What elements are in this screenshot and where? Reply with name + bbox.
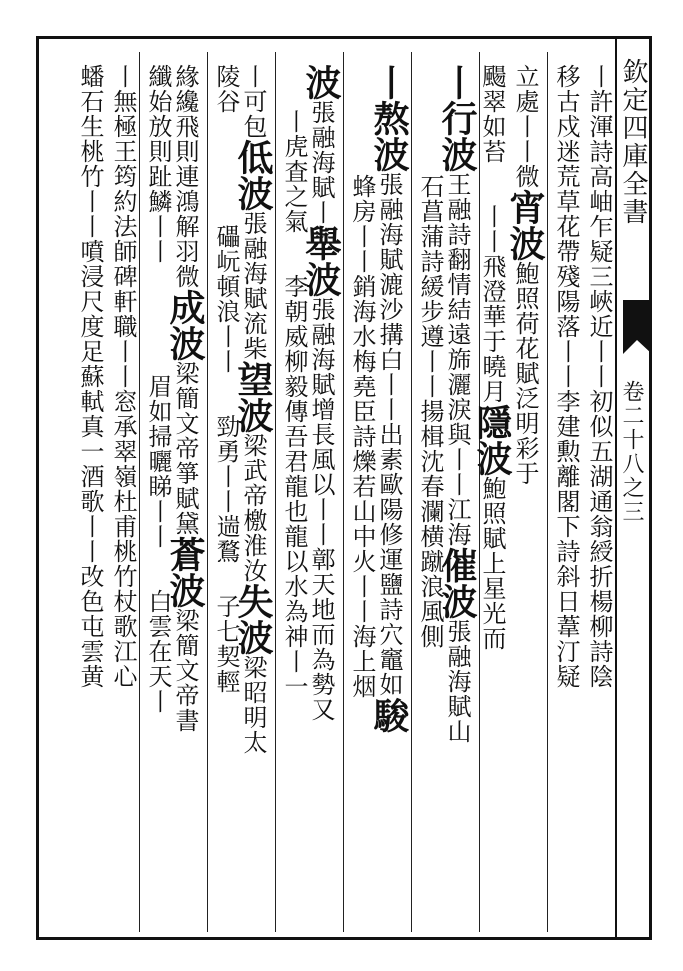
- column-5-line-a: [300, 64, 342, 722]
- column-7-line-b: [146, 64, 170, 714]
- column-6-text-b1: 陵谷: [212, 64, 240, 114]
- column-3-text-b3: 横蹴浪風側: [416, 524, 444, 649]
- column-2-line-b: [471, 64, 513, 651]
- column-3-line-a: [436, 64, 478, 744]
- column-5-text-b1: 丨虎査之氣: [280, 109, 308, 234]
- column-3-text-b1: 石菖蒲詩緩步遵丨丨揚楫沈春瀾: [416, 174, 444, 524]
- column-3-text-a3: 張融海賦山: [443, 619, 471, 744]
- column-4-line-b: [350, 64, 374, 699]
- column-6-text-a1: 丨可包: [239, 64, 267, 139]
- text-column-7: [139, 52, 207, 932]
- fishtail-mark: [623, 300, 652, 340]
- headword-shi-bo: 失波: [232, 583, 274, 655]
- column-8-line-a: 丨無極王筠約法師碑軒職丨丨窓承翠嶺杜甫桃竹杖歌江心: [109, 64, 137, 689]
- column-7-text-b3: 白雲在天丨: [144, 589, 172, 714]
- column-7-line-a: [164, 64, 206, 733]
- column-1-line-a: 丨許渾詩高岫乍疑三峽近丨丨初似五湖通翁綬折楊柳詩陰: [585, 64, 613, 689]
- text-column-2: [471, 52, 547, 932]
- headword-xiao-bo: 宵波: [504, 189, 546, 261]
- headword-wang-bo: 望波: [232, 361, 274, 433]
- headword-di-bo: 低波: [232, 139, 274, 211]
- volume-label: 卷二十八之三: [619, 380, 644, 524]
- headword-xing-bo: 丨行波: [436, 64, 478, 172]
- column-6-text-a2: 張融海賦流柴: [239, 211, 267, 361]
- column-1-line-b: 移古戍迷荒草花帶殘陽落丨丨李建勲離閣下詩斜日葦汀疑: [552, 64, 580, 689]
- column-6-text-a3: 梁武帝檄淮汝: [239, 433, 267, 583]
- column-2-text-b2: 丨丨飛澄華于曉月: [478, 204, 506, 404]
- column-5-text-b2: 李朝威柳毅傳吾君龍也龍以水為神丨一: [280, 274, 308, 699]
- column-3-line-b: [418, 64, 442, 649]
- column-3-text-a2: 王融詩翻情結遠旆灑淚與丨丨江海: [443, 172, 471, 547]
- column-4-line-a: [368, 64, 410, 733]
- headword-yin-bo: 隱波: [471, 404, 513, 476]
- column-2-text-b1: 颺翠如苔: [478, 64, 506, 164]
- column-2-text-b3: 鮑照賦上星光而: [478, 476, 506, 651]
- headword-jun: 駿: [368, 697, 410, 733]
- headword-ao-bo: 丨熬波: [368, 64, 410, 172]
- column-6-text-b4: 子七契輕: [212, 594, 240, 694]
- column-6-text-a4: 梁昭明太: [239, 655, 267, 755]
- column-4-text-b1: 蜂房丨丨銷海水梅堯臣詩爍若山中火丨丨海上烟: [348, 174, 376, 699]
- book-title: 欽定四庫全書: [618, 58, 648, 226]
- headword-ju-bo: 舉波: [300, 225, 342, 297]
- text-column-4: [343, 52, 411, 932]
- column-7-text-a2: 梁簡文帝箏賦黛: [171, 361, 199, 536]
- column-7-text-a1: 緣纔飛則連鴻解羽微: [171, 64, 199, 289]
- text-column-1: [547, 52, 615, 932]
- text-column-6: [207, 52, 275, 932]
- column-5-line-b: [282, 64, 306, 699]
- column-5-text-a3: 張融海賦增長風以丨丨鄣天地而為勢又: [307, 297, 335, 722]
- column-6-line-b: [214, 64, 238, 694]
- text-column-3: [411, 52, 479, 932]
- column-7-text-b2: 眉如掃曬睇丨丨: [144, 374, 172, 549]
- headword-cang-bo: 蒼波: [164, 536, 206, 608]
- column-6-text-b2: 礧岏頓浪丨丨: [212, 224, 240, 374]
- column-7-text-b1: 纖始放則趾鱗丨丨: [144, 64, 172, 264]
- text-column-8: [42, 52, 139, 932]
- column-4-text-a2: 張融海賦漉沙搆白丨丨出素歐陽修運鹽詩穴竈如: [375, 172, 403, 697]
- headword-cui-bo: 催波: [436, 547, 478, 619]
- column-2-text-a2: 鮑照荷花賦泛明彩于: [511, 261, 539, 486]
- text-column-5: [275, 52, 343, 932]
- column-7-text-a3: 梁簡文帝書: [171, 608, 199, 733]
- headword-cheng-bo: 成波: [164, 289, 206, 361]
- column-5-text-a2: 張融海賦丨: [307, 100, 335, 225]
- column-6-line-a: [232, 64, 274, 755]
- column-8-line-b: 蟠石生桃竹丨丨噴浸尺度足蘇軾真一酒歌丨丨改色屯雲黄: [76, 64, 104, 689]
- column-6-text-b3: 勁勇丨丨遄鶩: [212, 414, 240, 564]
- column-2-text-a1: 立處丨丨微: [511, 64, 539, 189]
- headword-bo: 波: [300, 64, 342, 100]
